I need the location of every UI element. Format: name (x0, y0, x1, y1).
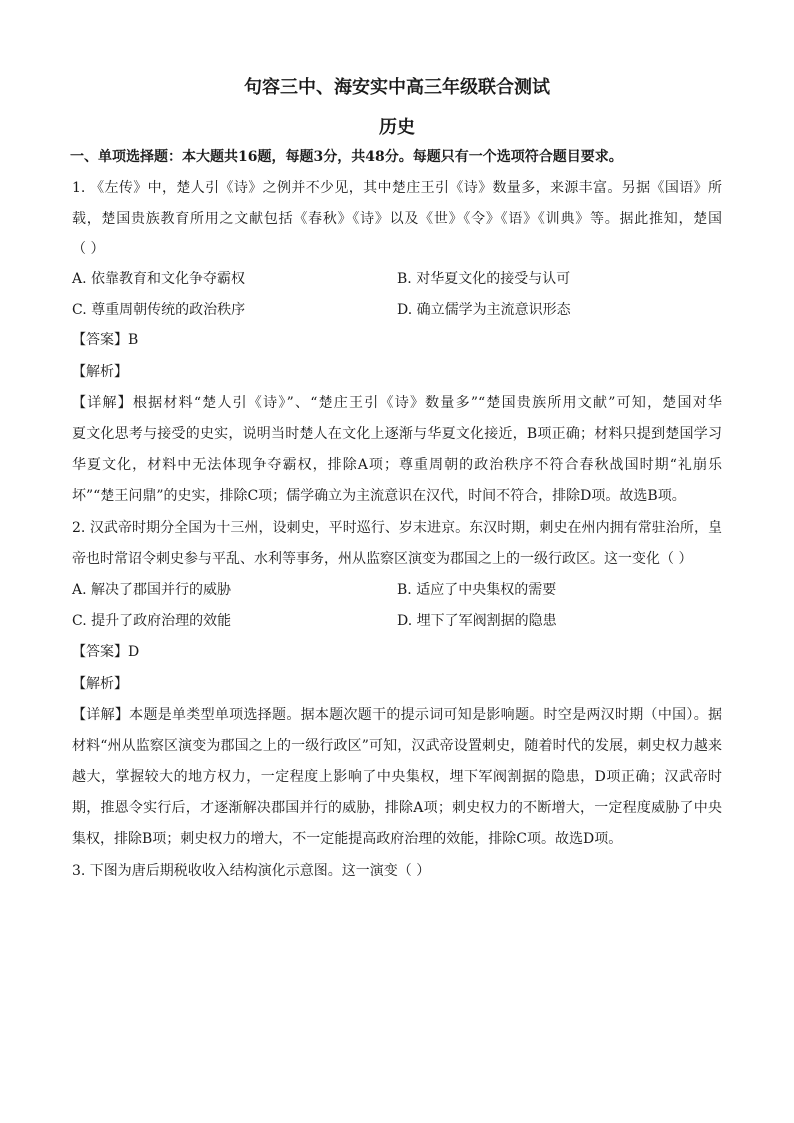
q1-option-a[interactable]: A. 依靠教育和文化争夺霸权 (72, 271, 246, 287)
q2-stem-line-1: 2. 汉武帝时期分全国为十三州，设刺史，平时巡行、岁末进京。东汉时期，刺史在州内拥有常驻治所，皇 (72, 520, 722, 536)
q2-detail-line-4: 期，推恩令实行后，才逐渐解决郡国并行的威胁，排除A项；刺史权力的不断增大，一定程度威胁了中央 (72, 800, 722, 816)
q1-detail-line-4: 坏”“楚王问鼎”的史实，排除C项；儒学确立为主流意识在汉代，时间不符合，排除D项。故选B项。 (72, 488, 686, 504)
q2-option-c[interactable]: C. 提升了政府治理的效能 (72, 613, 232, 629)
q1-stem-line-2: 载，楚国贵族教育所用之文献包括《春秋》《诗》以及《世》《令》《语》《训典》等。据此推知，楚国 (72, 211, 722, 227)
q2-detail-line-1: 【详解】本题是单类型单项选择题。据本题次题干的提示词可知是影响题。时空是两汉时期（中国）。据 (72, 707, 722, 723)
q1-stem-line-1: 1. 《左传》中，楚人引《诗》之例并不少见，其中楚庄王引《诗》数量多，来源丰富。另据《国语》所 (72, 180, 722, 196)
q2-option-a[interactable]: A. 解决了郡国并行的威胁 (72, 582, 232, 598)
q2-analysis-label: 【解析】 (72, 676, 128, 692)
q2-option-d[interactable]: D. 埋下了军阀割据的隐患 (397, 613, 557, 629)
q1-option-d[interactable]: D. 确立儒学为主流意识形态 (397, 302, 571, 318)
q2-stem-line-2: 帝也时常诏令刺史参与平乱、水利等事务，州从监察区演变为郡国之上的一级行政区。这一变化（ ） (72, 551, 693, 567)
exam-title: 句容三中、海安实中高三年级联合测试 (244, 77, 550, 98)
q1-detail-line-1: 【详解】根据材料“楚人引《诗》”、“楚庄王引《诗》数量多”“楚国贵族所用文献”可知，楚国对华 (72, 395, 722, 411)
subject-title: 历史 (379, 117, 415, 138)
q3-stem-line-1: 3. 下图为唐后期税收收入结构演化示意图。这一演变（ ） (72, 863, 431, 879)
q1-detail-line-2: 夏文化思考与接受的史实，说明当时楚人在文化上逐渐与华夏文化接近，B项正确；材料只提到楚国学习 (72, 426, 722, 442)
q1-stem-line-3: （ ） (72, 241, 105, 257)
q1-option-c[interactable]: C. 尊重周朝传统的政治秩序 (72, 302, 246, 318)
q1-answer: 【答案】B (72, 332, 139, 348)
q2-answer: 【答案】D (72, 644, 140, 660)
q2-detail-line-2: 材料“州从监察区演变为郡国之上的一级行政区”可知，汉武帝设置刺史，随着时代的发展，刺史权力越来 (72, 738, 722, 754)
section-heading: 一、单项选择题：本大题共16题，每题3分，共48分。每题只有一个选项符合题目要求。 (70, 149, 623, 165)
q2-option-b[interactable]: B. 适应了中央集权的需要 (397, 582, 557, 598)
q2-detail-line-3: 越大，掌握较大的地方权力，一定程度上影响了中央集权，埋下军阀割据的隐患，D项正确；汉武帝时 (72, 769, 722, 785)
q1-analysis-label: 【解析】 (72, 364, 128, 380)
q1-detail-line-3: 华夏文化，材料中无法体现争夺霸权，排除A项；尊重周朝的政治秩序不符合春秋战国时期“礼崩乐 (72, 457, 722, 473)
q2-detail-line-5: 集权，排除B项；刺史权力的增大，不一定能提高政府治理的效能，排除C项。故选D项。 (72, 831, 623, 847)
q1-option-b[interactable]: B. 对华夏文化的接受与认可 (397, 271, 571, 287)
